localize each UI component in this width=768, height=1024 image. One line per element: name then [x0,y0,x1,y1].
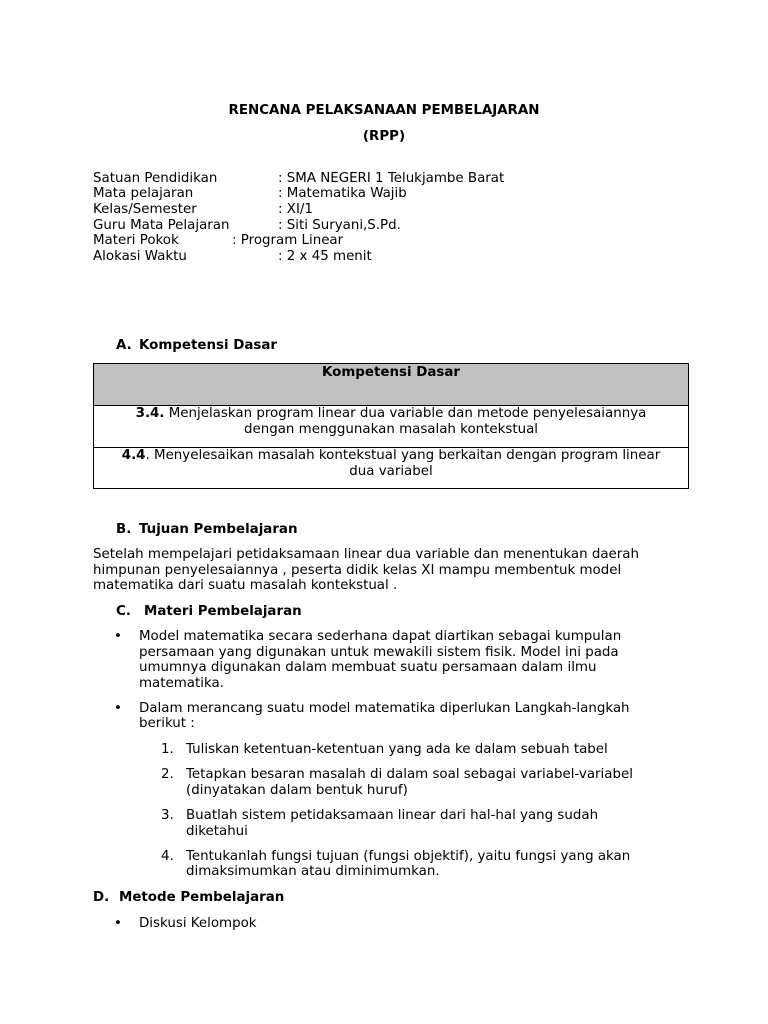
info-value-kelas: : XI/1 [278,202,313,217]
table-header: Kompetensi Dasar [94,364,688,406]
section-d-heading: Metode Pembelajaran [119,890,285,905]
tujuan-line-1: Setelah mempelajari petidaksamaan linear dua variable dan menentukan daerah [93,547,639,562]
info-value-materi: : Program Linear [232,233,344,248]
bullet-icon: • [114,701,122,716]
info-label-satuan: Satuan Pendidikan [93,171,218,186]
bullet-icon: • [114,629,122,644]
step-number: 1. [161,742,174,757]
materi-bullet1-line4: matematika. [139,676,224,691]
kd-text-line1: Menjelaskan program linear dua variable dan metode penyelesaiannya [164,406,647,421]
metode-item: Diskusi Kelompok [139,916,257,931]
section-c-letter: C. [116,604,131,619]
materi-bullet1-line2: persamaan yang digunakan untuk mewakili sistem fisik. Model ini pada [139,645,619,660]
section-a-heading: Kompetensi Dasar [139,338,277,353]
step-2-line1: Tetapkan besaran masalah di dalam soal sebagai variabel-variabel [186,767,633,782]
section-b-heading: Tujuan Pembelajaran [139,522,298,537]
document-subtitle: (RPP) [362,129,406,144]
bullet-icon: • [114,916,122,931]
info-value-guru: : Siti Suryani,S.Pd. [278,218,401,233]
section-d-letter: D. [93,890,110,905]
kd-code: 4.4 [121,448,146,463]
section-a-letter: A. [116,338,132,353]
step-number: 2. [161,767,174,782]
materi-bullet1-line1: Model matematika secara sederhana dapat diartikan sebagai kumpulan [139,629,622,644]
materi-bullet2-line1: Dalam merancang suatu model matematika diperlukan Langkah-langkah [139,701,630,716]
tujuan-line-3: matematika dari suatu masalah kontekstual . [93,578,398,593]
kd-code: 3.4. [135,406,165,421]
materi-bullet1-line3: umumnya digunakan dalam membuat suatu persamaan dalam ilmu [139,660,597,675]
kd-text-line1: . Menyelesaikan masalah kontekstual yang berkaitan dengan program linear [145,448,661,463]
step-3-line2: diketahui [186,824,248,839]
kompetensi-dasar-table [93,363,689,489]
table-row [94,447,688,488]
step-number: 3. [161,808,174,823]
table-row [94,406,688,447]
document-title: RENCANA PELAKSANAAN PEMBELAJARAN [228,103,540,118]
info-value-alokasi: : 2 x 45 menit [278,249,372,264]
info-label-alokasi: Alokasi Waktu [93,249,187,264]
step-4-line1: Tentukanlah fungsi tujuan (fungsi objektif), yaitu fungsi yang akan [186,849,631,864]
step-4-line2: dimaksimumkan atau diminimumkan. [186,864,440,879]
section-b-letter: B. [116,522,132,537]
info-label-materi: Materi Pokok [93,233,179,248]
info-label-kelas: Kelas/Semester [93,202,197,217]
info-label-mapel: Mata pelajaran [93,186,194,201]
tujuan-line-2: himpunan penyelesaiannya , peserta didik kelas XI mampu membentuk model [93,563,622,578]
kd-text-line2: dua variabel [349,463,433,479]
info-label-guru: Guru Mata Pelajaran [93,218,230,233]
section-c-heading: Materi Pembelajaran [144,604,302,619]
kd-text-line2: dengan menggunakan masalah kontekstual [243,421,539,437]
info-value-mapel: : Matematika Wajib [278,186,407,201]
step-2-line2: (dinyatakan dalam bentuk huruf) [186,783,408,798]
step-number: 4. [161,849,174,864]
step-1-line1: Tuliskan ketentuan-ketentuan yang ada ke dalam sebuah tabel [186,742,608,757]
materi-bullet2-line2: berikut : [139,716,195,731]
step-3-line1: Buatlah sistem petidaksamaan linear dari hal-hal yang sudah [186,808,599,823]
info-value-satuan: : SMA NEGERI 1 Telukjambe Barat [278,171,505,186]
